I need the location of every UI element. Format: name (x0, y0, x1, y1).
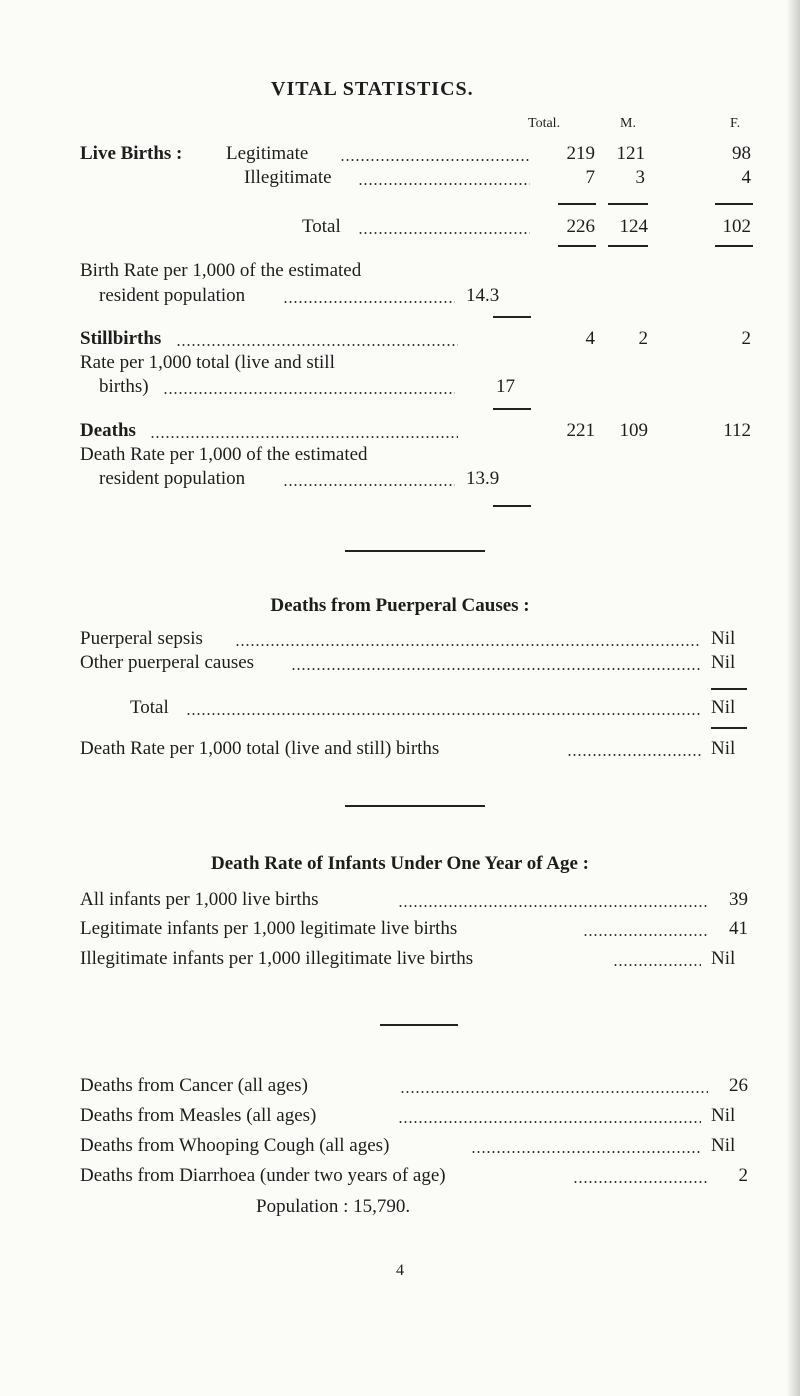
dot-leader (283, 484, 455, 486)
birth-rate-label-line1: Birth Rate per 1,000 of the estimated (80, 260, 362, 281)
stillbirths-male: 2 (638, 328, 648, 349)
dot-leader (583, 934, 708, 936)
dot-leader (398, 905, 708, 907)
rule (558, 203, 596, 205)
death-rate-label-line1: Death Rate per 1,000 of the estimated (80, 444, 368, 465)
dot-leader (235, 644, 701, 646)
dot-leader (150, 436, 458, 438)
deaths-female: 112 (723, 420, 751, 441)
other-puerperal-label: Other puerperal causes (80, 652, 255, 673)
infants-illegitimate-label: Illegitimate infants per 1,000 illegitimate live births (80, 948, 474, 969)
dot-leader (176, 344, 458, 346)
puerperal-sepsis-value: Nil (711, 628, 736, 649)
section-divider (345, 805, 485, 807)
live-births-total-label: Total (302, 216, 341, 237)
dot-leader (567, 754, 701, 756)
dot-leader (163, 392, 455, 394)
legitimate-label: Legitimate (226, 143, 309, 164)
puerperal-total-value: Nil (711, 697, 736, 718)
live-births-female: 102 (722, 216, 751, 237)
cancer-value: 26 (729, 1075, 748, 1096)
col-header-female: F. (730, 116, 741, 131)
rule (493, 316, 531, 318)
stillbirths-female: 2 (741, 328, 751, 349)
dot-leader (471, 1151, 701, 1153)
birth-rate-value: 14.3 (466, 285, 500, 306)
diarrhoea-value: 2 (738, 1165, 748, 1186)
dot-leader (186, 713, 701, 715)
deaths-male: 109 (619, 420, 648, 441)
deaths-total: 221 (566, 420, 595, 441)
legitimate-female: 98 (732, 143, 751, 164)
puerperal-sepsis-label: Puerperal sepsis (80, 628, 203, 649)
cancer-label: Deaths from Cancer (all ages) (80, 1075, 308, 1096)
rule (558, 245, 596, 247)
section-divider (345, 550, 485, 552)
puerperal-heading: Deaths from Puerperal Causes : (270, 595, 530, 616)
puerperal-total-label: Total (130, 697, 169, 718)
diarrhoea-label: Deaths from Diarrhoea (under two years of age) (80, 1165, 446, 1186)
population: Population : 15,790. (256, 1196, 411, 1217)
measles-value: Nil (711, 1105, 736, 1126)
infants-legitimate-value: 41 (729, 918, 748, 939)
deaths-label: Deaths (80, 420, 136, 441)
rule (493, 408, 531, 410)
col-header-total: Total. (528, 116, 561, 131)
dot-leader (398, 1121, 701, 1123)
dot-leader (613, 964, 701, 966)
page-title: VITAL STATISTICS. (271, 78, 474, 100)
infants-all-label: All infants per 1,000 live births (80, 889, 319, 910)
rule (715, 245, 753, 247)
dot-leader (573, 1181, 708, 1183)
infants-all-value: 39 (729, 889, 748, 910)
rule (608, 203, 648, 205)
legitimate-male: 121 (616, 143, 645, 164)
death-rate-value: 13.9 (466, 468, 500, 489)
rule (711, 688, 747, 690)
whooping-cough-label: Deaths from Whooping Cough (all ages) (80, 1135, 390, 1156)
stillbirths-total: 4 (585, 328, 595, 349)
illegitimate-female: 4 (741, 167, 751, 188)
stillbirth-rate-label-line2: births) (99, 376, 149, 397)
puerperal-rate-value: Nil (711, 738, 736, 759)
rule (711, 727, 747, 729)
dot-leader (400, 1091, 708, 1093)
page-number: 4 (396, 1262, 404, 1279)
dot-leader (340, 159, 530, 161)
rule (493, 505, 531, 507)
section-divider (380, 1024, 458, 1026)
infants-heading: Death Rate of Infants Under One Year of Age : (210, 853, 590, 874)
legitimate-total: 219 (566, 143, 595, 164)
rule (608, 245, 648, 247)
stillbirths-label: Stillbirths (80, 328, 162, 349)
live-births-heading: Live Births : (80, 143, 183, 164)
infants-illegitimate-value: Nil (711, 948, 736, 969)
other-puerperal-value: Nil (711, 652, 736, 673)
measles-label: Deaths from Measles (all ages) (80, 1105, 317, 1126)
puerperal-rate-label: Death Rate per 1,000 total (live and still) births (80, 738, 440, 759)
rule (715, 203, 753, 205)
dot-leader (283, 301, 455, 303)
infants-legitimate-label: Legitimate infants per 1,000 legitimate live births (80, 918, 458, 939)
dot-leader (358, 183, 530, 185)
stillbirth-rate-label-line1: Rate per 1,000 total (live and still (80, 352, 335, 373)
stillbirth-rate-value: 17 (496, 376, 515, 397)
death-rate-label-line2: resident population (99, 468, 246, 489)
live-births-total: 226 (566, 216, 595, 237)
dot-leader (291, 668, 701, 670)
page-edge-shadow (786, 0, 800, 1396)
dot-leader (358, 232, 530, 234)
illegitimate-label: Illegitimate (244, 167, 332, 188)
col-header-male: M. (620, 116, 636, 131)
illegitimate-male: 3 (635, 167, 645, 188)
whooping-cough-value: Nil (711, 1135, 736, 1156)
illegitimate-total: 7 (585, 167, 595, 188)
birth-rate-label-line2: resident population (99, 285, 246, 306)
live-births-male: 124 (619, 216, 648, 237)
